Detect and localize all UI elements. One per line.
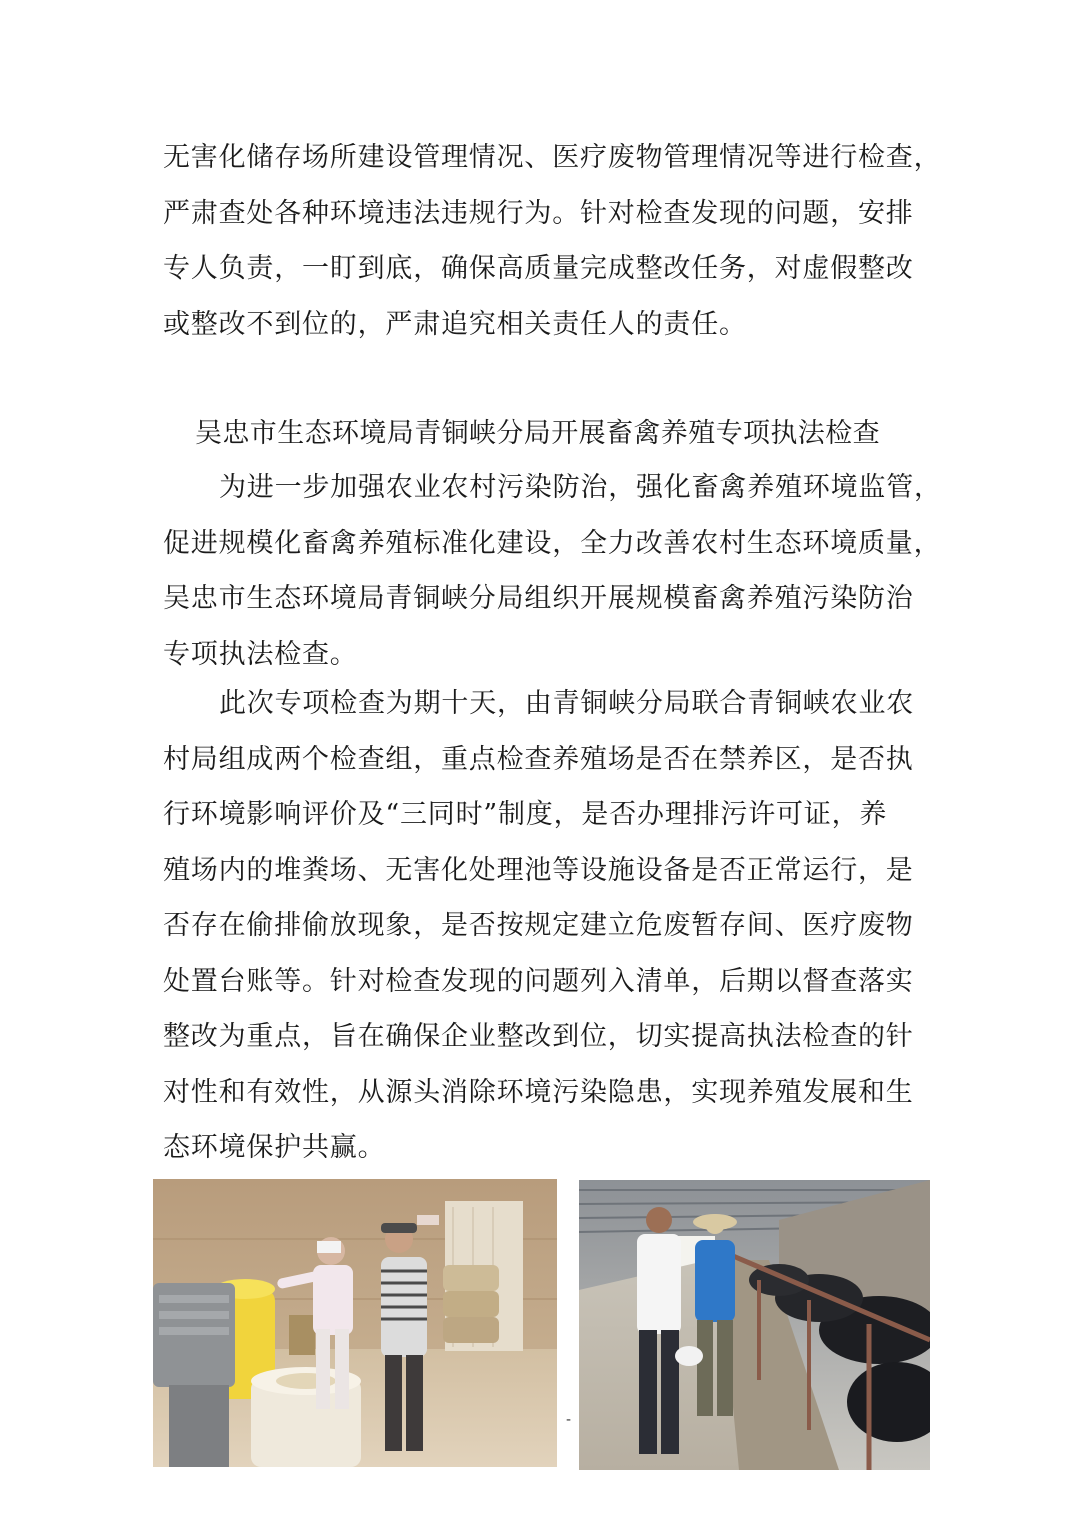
text-line: 对性和有效性，从源头消除环境污染隐患，实现养殖发展和生 (163, 1076, 914, 1108)
text-line: 或整改不到位的，严肃追究相关责任人的责任。 (163, 308, 747, 340)
inspection-cattle-barn-photo (579, 1180, 930, 1470)
article-heading: 吴忠市生态环境局青铜峡分局开展畜禽养殖专项执法检查 (195, 418, 880, 449)
text-line: 无害化储存场所建设管理情况、医疗废物管理情况等进行检查， (163, 142, 942, 173)
text-line: 整改为重点，旨在确保企业整改到位，切实提高执法检查的针 (163, 1021, 914, 1052)
paragraph-details (163, 676, 919, 1176)
text-line: 吴忠市生态环境局青铜峡分局组织开展规模畜禽养殖污染防治 (163, 583, 914, 614)
text-line: 严肃查处各种环境违法违规行为。针对检查发现的问题，安排 (163, 197, 914, 229)
text-line: 殖场内的堆粪场、无害化处理池等设施设备是否正常运行，是 (163, 854, 914, 886)
text-line: 处置台账等。针对检查发现的问题列入清单，后期以督查落实 (163, 965, 914, 997)
text-line: 为进一步加强农业农村污染防治，强化畜禽养殖环境监管， (219, 472, 942, 503)
text-line: 态环境保护共赢。 (163, 1132, 386, 1163)
inspection-storage-room-photo (153, 1179, 557, 1467)
text-line: 否存在偷排偷放现象，是否按规定建立危废暂存间、医疗废物 (163, 910, 914, 941)
text-line: 村局组成两个检查组，重点检查养殖场是否在禁养区，是否执 (163, 743, 914, 775)
text-line: 专项执法检查。 (163, 638, 358, 670)
paragraph-intro (163, 460, 942, 682)
text-line: 促进规模化畜禽养殖标准化建设，全力改善农村生态环境质量， (163, 527, 942, 559)
paragraph-continued (163, 130, 942, 352)
text-line: 行环境影响评价及“三同时”制度，是否办理排污许可证，养 (163, 799, 888, 830)
text-line: 专人负责，一盯到底，确保高质量完成整改任务，对虚假整改 (163, 253, 914, 284)
text-line: 此次专项检查为期十天，由青铜峡分局联合青铜峡农业农 (219, 688, 914, 719)
page-separator: - (566, 1412, 572, 1428)
